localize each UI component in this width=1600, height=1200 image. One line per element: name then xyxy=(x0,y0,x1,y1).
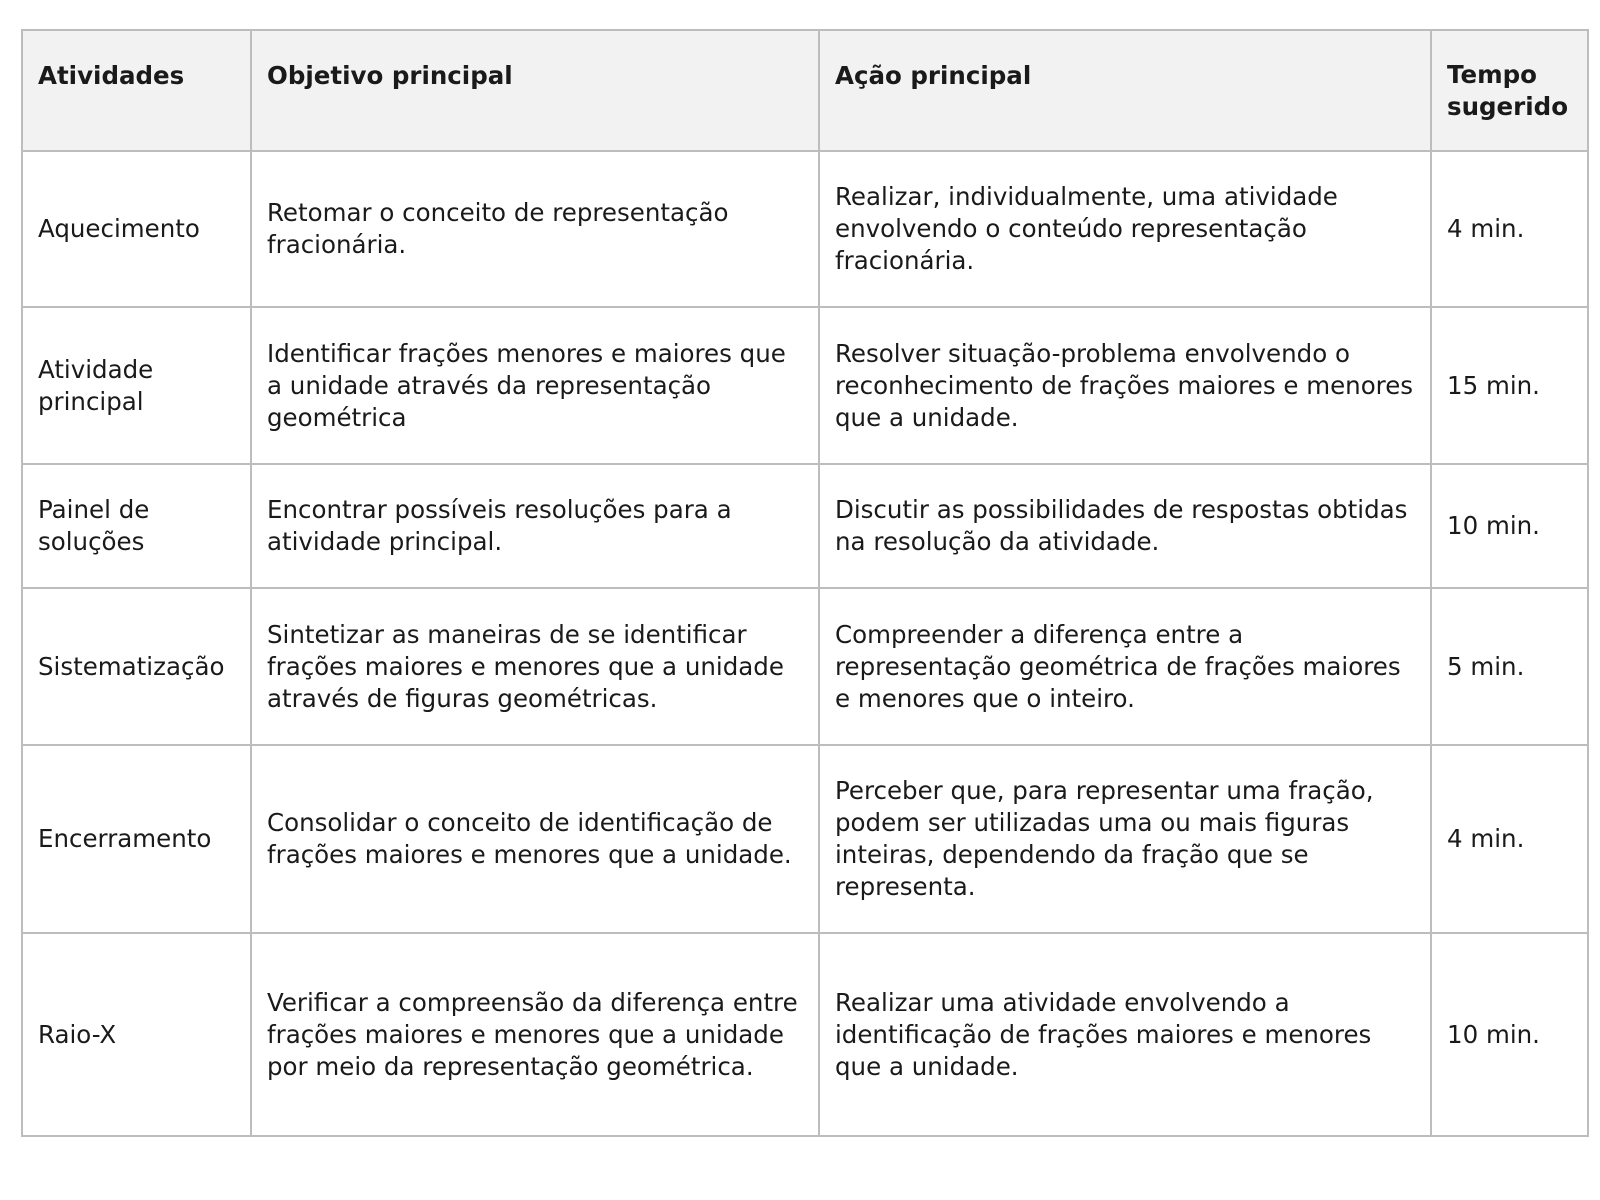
lesson-plan-table-wrapper xyxy=(21,29,1587,1137)
header-tempo: Tempo sugerido xyxy=(1431,30,1588,151)
cell-atividade: Sistematização xyxy=(22,588,251,745)
cell-objetivo: Sintetizar as maneiras de se identificar frações maiores e menores que a unidade através de figuras geométricas. xyxy=(251,588,819,745)
cell-objetivo: Consolidar o conceito de identificação de frações maiores e menores que a unidade. xyxy=(251,745,819,933)
cell-acao: Resolver situação-problema envolvendo o reconhecimento de frações maiores e menores que a unidade. xyxy=(819,307,1431,464)
cell-acao: Compreender a diferença entre a representação geométrica de frações maiores e menores que o inteiro. xyxy=(819,588,1431,745)
cell-objetivo: Encontrar possíveis resoluções para a atividade principal. xyxy=(251,464,819,588)
header-objetivo: Objetivo principal xyxy=(251,30,819,151)
cell-tempo: 4 min. xyxy=(1431,745,1588,933)
cell-tempo: 10 min. xyxy=(1431,464,1588,588)
header-atividades: Atividades xyxy=(22,30,251,151)
cell-acao: Realizar, individualmente, uma atividade envolvendo o conteúdo representação fracionária. xyxy=(819,151,1431,307)
cell-atividade: Raio-X xyxy=(22,933,251,1136)
cell-atividade: Atividade principal xyxy=(22,307,251,464)
table-row xyxy=(22,588,1588,745)
cell-atividade: Encerramento xyxy=(22,745,251,933)
cell-objetivo: Verificar a compreensão da diferença entre frações maiores e menores que a unidade por meio da representação geométrica. xyxy=(251,933,819,1136)
table-row xyxy=(22,933,1588,1136)
table-row xyxy=(22,464,1588,588)
lesson-plan-table xyxy=(21,29,1589,1137)
cell-acao: Perceber que, para representar uma fração, podem ser utilizadas uma ou mais figuras inteiras, dependendo da fração que se representa. xyxy=(819,745,1431,933)
cell-tempo: 4 min. xyxy=(1431,151,1588,307)
cell-acao: Discutir as possibilidades de respostas obtidas na resolução da atividade. xyxy=(819,464,1431,588)
cell-objetivo: Identificar frações menores e maiores que a unidade através da representação geométrica xyxy=(251,307,819,464)
table-header-row xyxy=(22,30,1588,151)
table-row xyxy=(22,151,1588,307)
table-row xyxy=(22,307,1588,464)
table-row xyxy=(22,745,1588,933)
header-acao: Ação principal xyxy=(819,30,1431,151)
cell-tempo: 10 min. xyxy=(1431,933,1588,1136)
cell-tempo: 15 min. xyxy=(1431,307,1588,464)
cell-objetivo: Retomar o conceito de representação fracionária. xyxy=(251,151,819,307)
cell-tempo: 5 min. xyxy=(1431,588,1588,745)
cell-acao: Realizar uma atividade envolvendo a identificação de frações maiores e menores que a unidade. xyxy=(819,933,1431,1136)
cell-atividade: Aquecimento xyxy=(22,151,251,307)
cell-atividade: Painel de soluções xyxy=(22,464,251,588)
